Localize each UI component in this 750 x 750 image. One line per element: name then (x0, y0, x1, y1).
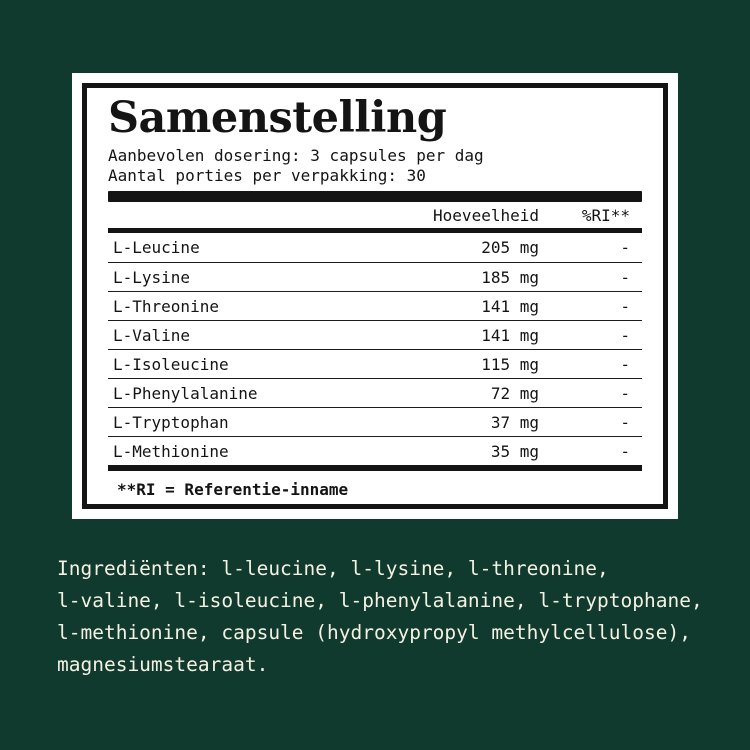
ingredient-ri: - (620, 238, 630, 257)
divider-bar-top (108, 191, 642, 202)
table-row (108, 349, 642, 378)
ingredient-ri: - (620, 383, 630, 403)
supplement-facts-card (72, 73, 678, 519)
ingredients-text (57, 553, 737, 681)
ingredient-amount: 37 mg (490, 412, 539, 432)
ingredient-name: L-Methionine (113, 441, 229, 461)
ingredient-amount: 205 mg (481, 238, 539, 257)
table-row (108, 436, 642, 465)
ingredient-ri: - (620, 412, 630, 432)
table-row (108, 262, 642, 291)
ingredient-ri: - (620, 354, 630, 374)
ingredient-name: L-Lysine (113, 267, 191, 287)
ingredient-name: L-Isoleucine (113, 354, 229, 374)
ingredient-ri: - (620, 296, 630, 316)
ingredient-amount: 141 mg (481, 296, 539, 316)
ingredients-line: l-methionine, capsule (hydroxypropyl methylcellulose), (57, 621, 691, 644)
table-row (108, 320, 642, 349)
column-header-ri: %RI** (581, 205, 630, 225)
ingredient-name: L-Valine (113, 325, 191, 345)
ingredient-name: L-Leucine (113, 238, 200, 257)
ingredient-amount: 72 mg (490, 383, 539, 403)
table-row (108, 378, 642, 407)
table-row (108, 233, 642, 262)
ingredients-line: Ingrediënten: l-leucine, l-lysine, l-threonine, (57, 557, 609, 580)
dosage-line: Aanbevolen dosering: 3 capsules per dag (108, 146, 484, 165)
table-row (108, 407, 642, 436)
ingredient-ri: - (620, 267, 630, 287)
label-title: Samenstelling (108, 93, 447, 143)
ingredient-amount: 141 mg (481, 325, 539, 345)
ingredient-ri: - (620, 325, 630, 345)
ingredient-name: L-Tryptophan (113, 412, 229, 432)
ingredient-amount: 185 mg (481, 267, 539, 287)
servings-line: Aantal porties per verpakking: 30 (108, 166, 426, 185)
ingredients-line: l-valine, l-isoleucine, l-phenylalanine, l-tryptophane, (57, 589, 703, 612)
divider-bar-bottom (108, 465, 642, 471)
ingredient-amount: 115 mg (481, 354, 539, 374)
table-header-row (108, 202, 642, 228)
ingredient-name: L-Threonine (113, 296, 219, 316)
ingredients-line: magnesiumstearaat. (57, 653, 269, 676)
ri-footnote: **RI = Referentie-inname (117, 480, 349, 499)
ingredient-amount: 35 mg (490, 441, 539, 461)
table-row (108, 291, 642, 320)
ingredient-name: L-Phenylalanine (113, 383, 258, 403)
ingredient-ri: - (620, 441, 630, 461)
supplement-facts-border (82, 83, 668, 509)
column-header-amount: Hoeveelheid (433, 205, 539, 225)
